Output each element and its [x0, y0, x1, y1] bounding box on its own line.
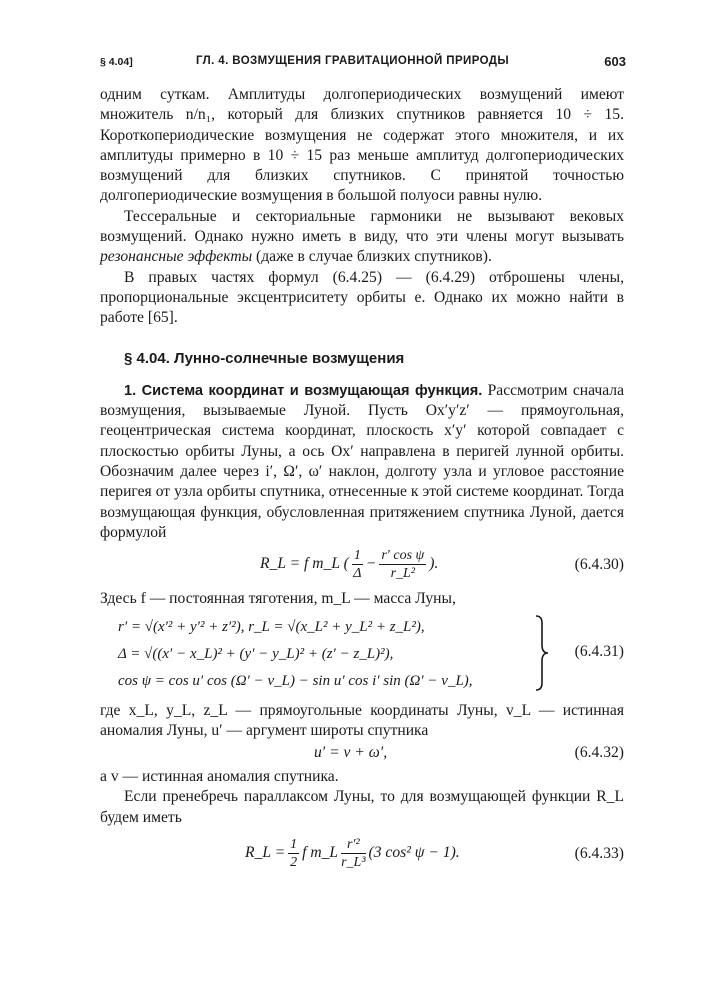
equation-number-6-4-31: (6.4.31): [574, 642, 624, 660]
eq632-formula: u′ = v + ω′,: [314, 744, 388, 762]
eq630-fraction-1: [352, 547, 363, 582]
eq633-frac1-den: 2: [290, 855, 298, 871]
eq630-minus: −: [365, 555, 377, 573]
eq630-lhs: R_L = f m_L (: [260, 555, 349, 573]
eq630-fraction-2: [379, 547, 426, 582]
eq631-line-3: cos ψ = cos u′ cos (Ω′ − v_L) − sin u′ cos i′ sin (Ω′ − v_L),: [118, 672, 473, 689]
page-body: [100, 85, 624, 880]
eq631-line-2: Δ = √((x′ − x_L)² + (y′ − y_L)² + (z′ − z_L)²),: [118, 645, 394, 662]
paragraph-6: где x_L, y_L, z_L — прямоугольные координаты Луны, v_L — истинная аномалия Луны, u′ — аргумент широты спутника: [100, 701, 624, 739]
equation-number-6-4-32: (6.4.32): [574, 744, 624, 762]
paragraph-2-text-a: Тессеральные и секториальные гармоники не вызывают вековых возмущений. Однако нужно иметь в виду, что эти члены могут вызывать: [100, 207, 624, 246]
eq631-line-1: r′ = √(x′² + y′² + z′²), r_L = √(x_L² + y_L² + z_L²),: [118, 618, 425, 635]
header-chapter-title: ГЛ. 4. ВОЗМУЩЕНИЯ ГРАВИТАЦИОННОЙ ПРИРОДЫ: [196, 55, 510, 67]
eq630-close: ).: [429, 555, 439, 573]
section-heading: § 4.04. Лунно-солнечные возмущения: [124, 349, 405, 367]
paragraph-2-text-b: (даже в случае близких спутников).: [256, 248, 492, 266]
paragraph-8: Если пренебречь параллаксом Луны, то для возмущающей функции R_L будем иметь: [100, 788, 624, 826]
eq633-mid: f m_L: [302, 844, 339, 862]
equation-number-6-4-33: (6.4.33): [574, 845, 624, 863]
equation-6-4-33-formula: [245, 836, 460, 871]
paragraph-4: [100, 381, 624, 543]
right-brace-icon: [535, 615, 549, 691]
eq633-fraction-2: [341, 836, 365, 871]
paragraph-5: Здесь f — постоянная тяготения, m_L — масса Луны,: [100, 590, 456, 608]
eq633-frac2-den: r_L³: [341, 855, 366, 871]
equation-number-6-4-30: (6.4.30): [574, 556, 624, 574]
equation-6-4-30-formula: [260, 547, 438, 582]
equation-6-4-33: [100, 834, 624, 880]
eq630-frac2-den: r_L²: [390, 566, 415, 582]
subsection-title: 1. Система координат и возмущающая функция.: [124, 382, 483, 399]
eq630-frac1-den: Δ: [353, 566, 362, 582]
equation-system-6-4-31: [100, 613, 624, 695]
eq633-fraction-1: [288, 836, 299, 871]
eq630-frac2-num: r′ cos ψ: [381, 548, 425, 564]
equation-6-4-32: [100, 741, 624, 767]
paragraph-2-emphasis: резонансные эффекты: [100, 248, 253, 266]
page-number: 603: [604, 54, 626, 69]
paragraph-2: [100, 207, 624, 268]
paragraph-1: одним суткам. Амплитуды долгопериодических возмущений имеют множитель n/n₁, который для близких спутников равняется 10 ÷ 15. Короткопериодические возмущения не содержат этого множителя, и их амплитуды примерно в 10 ÷ 15 раз меньше амплитуд долгопериодических возмущений для близких спутников. С принятой точностью долгопериодические возмущения в большой полуоси равны нулю.: [100, 86, 624, 205]
eq633-frac2-num: r′²: [341, 836, 365, 854]
paragraph-3: В правых частях формул (6.4.25) — (6.4.29) отброшены члены, пропорциональные эксцентриситету орбиты e. Однако их можно найти в работе [65].: [100, 268, 624, 327]
eq630-frac1-num: 1: [353, 548, 361, 564]
header-section: § 4.04]: [100, 56, 133, 68]
paragraph-7: а v — истинная аномалия спутника.: [100, 768, 339, 786]
paragraph-4-text: Рассмотрим сначала возмущения, вызываемые Луной. Пусть Ox′y′z′ — прямоугольная, геоцентрическая система координат, плоскость x′y′ которой совпадает с плоскостью орбиты Луны, а ось Ox′ направлена в перигей лунной орбиты. Обозначим далее через i′, Ω′, ω′ наклон, долготу узла и угловое расстояние перигея от узла орбиты спутника, отнесенные к этой системе координат. Тогда возмущающая функция, обусловленная притяжением спутника Луной, дается формулой: [100, 381, 624, 541]
equation-6-4-30: [100, 543, 624, 589]
eq633-frac1-num: 1: [290, 837, 298, 853]
eq633-lhs: R_L =: [245, 844, 286, 862]
running-header: [100, 54, 626, 72]
eq633-rhs: (3 cos² ψ − 1).: [368, 844, 460, 862]
